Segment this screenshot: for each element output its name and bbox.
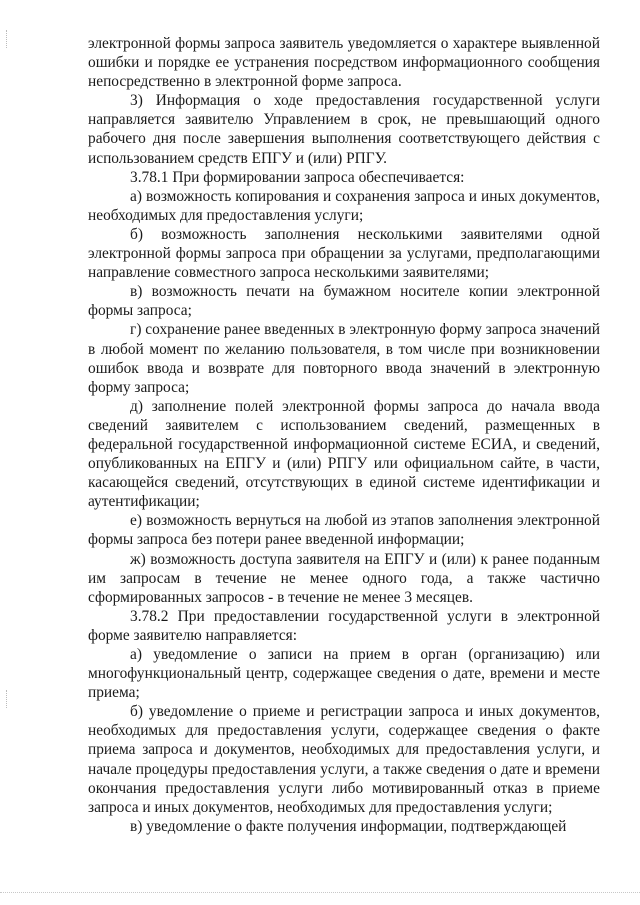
list-item-v: в) уведомление о факте получения информации, подтверждающей	[130, 817, 567, 835]
document-page	[88, 34, 600, 836]
section-heading-3-78-2: 3.78.2 При предоставлении государственной услуги в электронной форме заявителю направляется:	[88, 607, 600, 644]
list-item-a: а) уведомление о записи на прием в орган (организацию) или многофункциональный центр, содержащее сведения о дате, времени и месте приема;	[88, 646, 600, 702]
list-item-v: в) возможность печати на бумажном носителе копии электронной формы запроса;	[88, 283, 600, 320]
list-item-b: б) уведомление о приеме и регистрации запроса и иных документов, необходимых для предоставления услуги, содержащее сведения о факте приема запроса и документов, необходимых для предоставления услуги, и начале процедуры предоставления услуги, а также сведения о дате и времени окончания предоставления услуги либо мотивированный отказ в приеме запроса и иных документов, необходимых для предоставления услуги;	[88, 703, 600, 816]
list-item-zh: ж) возможность доступа заявителя на ЕПГУ и (или) к ранее поданным им запросам в течение не менее одного года, а также частично сформированных запросов - в течение не менее 3 месяцев.	[88, 550, 600, 606]
list-item-g: г) сохранение ранее введенных в электронную форму запроса значений в любой момент по желанию пользователя, в том числе при возникновении ошибок ввода и возврате для повторного ввода значений в электронную форму запроса;	[88, 321, 600, 396]
scan-bottom-edge	[0, 892, 640, 893]
list-item-b: б) возможность заполнения несколькими заявителями одной электронной формы запроса при обращении за услугами, предполагающими направление совместного запроса несколькими заявителями;	[88, 225, 600, 282]
list-item-e: е) возможность вернуться на любой из этапов заполнения электронной формы запроса без потери ранее введенной информации;	[88, 512, 600, 549]
section-heading-3-78-1: 3.78.1 При формировании запроса обеспечивается:	[130, 168, 465, 186]
paragraph: электронной формы запроса заявитель уведомляется о характере выявленной ошибки и порядке ее устранения посредством информационного сообщения непосредственно в электронной форме запроса.	[88, 35, 600, 91]
list-item-a: а) возможность копирования и сохранения запроса и иных документов, необходимых для предоставления услуги;	[88, 187, 600, 224]
list-item-d: д) заполнение полей электронной формы запроса до начала ввода сведений заявителем с использованием сведений, размещенных в федеральной государственной информационной системе ЕСИА, и сведений, опубликованных на ЕПГУ и (или) РПГУ или официальном сайте, в части, касающейся сведений, отсутствующих в единой системе идентификации и аутентификации;	[88, 397, 600, 511]
paragraph: 3) Информация о ходе предоставления государственной услуги направляется заявителю Управлением в срок, не превышающий одного рабочего дня после завершения выполнения соответствующего действия с использованием средств ЕПГУ и (или) РПГУ.	[88, 92, 600, 167]
scan-edge-mark	[6, 690, 8, 708]
scan-edge-mark	[6, 30, 8, 48]
